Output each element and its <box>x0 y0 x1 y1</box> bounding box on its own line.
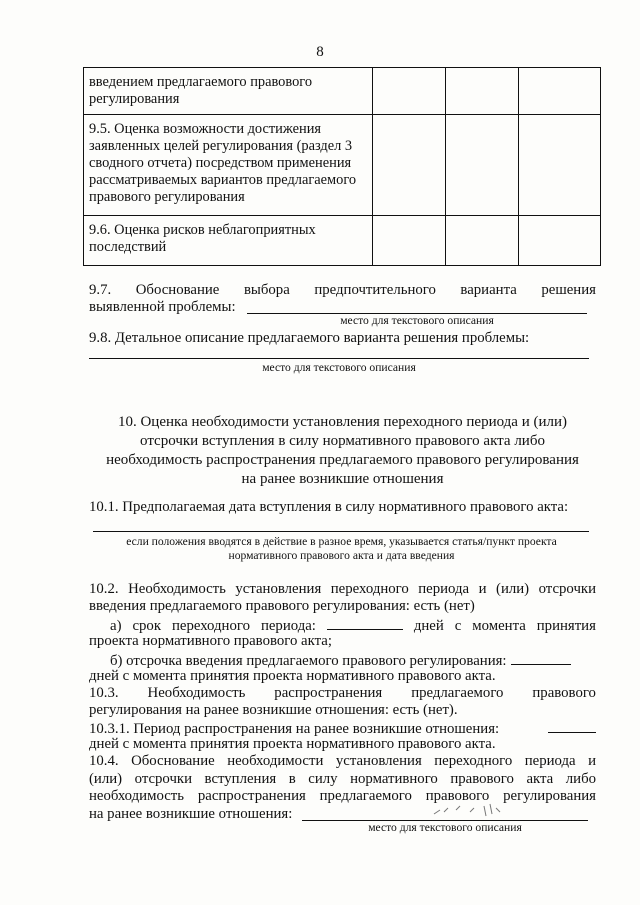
word: с <box>454 618 462 634</box>
word: Необходимость <box>147 685 246 701</box>
section-10-2-line2: введения предлагаемого правового регулирования: есть (нет) <box>89 598 475 614</box>
word: срок <box>132 618 162 634</box>
table-row <box>84 115 601 216</box>
heading-line: необходимость распространения предлагаемого правового регулирования <box>106 452 579 468</box>
section-10-heading <box>84 413 601 489</box>
page-number: 8 <box>316 44 324 60</box>
text-field-line[interactable] <box>93 531 589 532</box>
section-9-7-line2: выявленной проблемы: <box>89 299 236 315</box>
section-10-4-line3: необходимость распространения предлагаемого правового регулирования <box>89 788 596 804</box>
table-row <box>84 216 601 266</box>
word: выбора <box>243 282 290 298</box>
field-caption: место для текстового описания <box>262 361 416 374</box>
transition-days-field[interactable] <box>327 615 403 630</box>
table-cell <box>446 216 519 266</box>
word: принятия <box>536 618 596 634</box>
word: предлагаемого <box>411 685 504 701</box>
table-cell <box>519 216 601 266</box>
section-10-4-line2: (или) отсрочки вступления в силу нормативного правового акта либо <box>89 771 596 787</box>
section-10-2-a-line2: проекта нормативного правового акта; <box>89 633 332 649</box>
table-cell-label: 9.6. Оценка рисков неблагоприятных последствий <box>84 216 373 266</box>
section-10-2-line1: 10.2. Необходимость установления переходного периода и (или) отсрочки <box>89 581 596 597</box>
word: периода: <box>260 618 316 634</box>
table-cell <box>373 216 446 266</box>
section-10-4-line1: 10.4. Обоснование необходимости установления переходного периода и <box>89 753 596 769</box>
word: момента <box>472 618 526 634</box>
table-cell <box>519 115 601 216</box>
section-10-3-line1 <box>89 684 596 702</box>
word: 10.3. <box>89 685 119 701</box>
word: варианта <box>460 282 517 298</box>
word: решения <box>541 282 596 298</box>
word: переходного <box>171 618 250 634</box>
field-caption: место для текстового описания <box>368 821 522 834</box>
table-cell <box>373 68 446 115</box>
table-cell <box>446 68 519 115</box>
word: распространения <box>274 685 383 701</box>
section-10-3-line2: регулирования на ранее возникшие отношения: есть (нет). <box>89 702 458 718</box>
word: 9.7. <box>89 282 112 298</box>
word: предпочтительного <box>314 282 436 298</box>
heading-line: 10. Оценка необходимости установления переходного периода и (или) <box>117 414 568 430</box>
text-field-line[interactable] <box>89 358 589 359</box>
section-9-7-line1 <box>89 281 596 299</box>
table-cell-label: 9.5. Оценка возможности достижения заявленных целей регулирования (раздел 3 сводного отчета) посредством применения рассматриваемых вариантов предлагаемого правового регулирования <box>84 115 373 216</box>
section-10-4-line4: на ранее возникшие отношения: <box>89 806 293 822</box>
word: правового <box>532 685 596 701</box>
table-cell <box>519 68 601 115</box>
caption-line: нормативного правового акта и дата введения <box>228 549 455 562</box>
text: б) отсрочка введения предлагаемого правового регулирования: <box>110 653 507 669</box>
word: дней <box>413 618 444 634</box>
field-caption: место для текстового описания <box>340 314 494 327</box>
stamp-mark-icon <box>430 800 510 822</box>
section-9-8: 9.8. Детальное описание предлагаемого варианта решения проблемы: <box>89 330 530 346</box>
field-caption <box>89 535 594 563</box>
word: Обоснование <box>135 282 220 298</box>
table-cell <box>373 115 446 216</box>
deferral-days-field[interactable] <box>511 650 571 665</box>
caption-line: если положения вводятся в действие в разное время, указывается статья/пункт проекта <box>126 535 557 548</box>
table-cell-label: введением предлагаемого правового регулирования <box>84 68 373 115</box>
text: 10.3.1. Период распространения на ранее возникшие отношения: <box>89 721 500 737</box>
section-10-2-b-line2: дней с момента принятия проекта нормативного правового акта. <box>89 668 496 684</box>
section-10-1: 10.1. Предполагаемая дата вступления в силу нормативного правового акта: <box>89 499 569 515</box>
heading-line: отсрочки вступления в силу нормативного правового акта либо <box>140 433 545 449</box>
evaluation-table <box>83 67 601 266</box>
table-row <box>84 68 601 115</box>
section-10-3-1-line2: дней с момента принятия проекта нормативного правового акта. <box>89 736 496 752</box>
table-cell <box>446 115 519 216</box>
word: а) <box>110 618 122 634</box>
heading-line: на ранее возникшие отношения <box>241 471 444 487</box>
period-days-field[interactable] <box>548 718 596 733</box>
